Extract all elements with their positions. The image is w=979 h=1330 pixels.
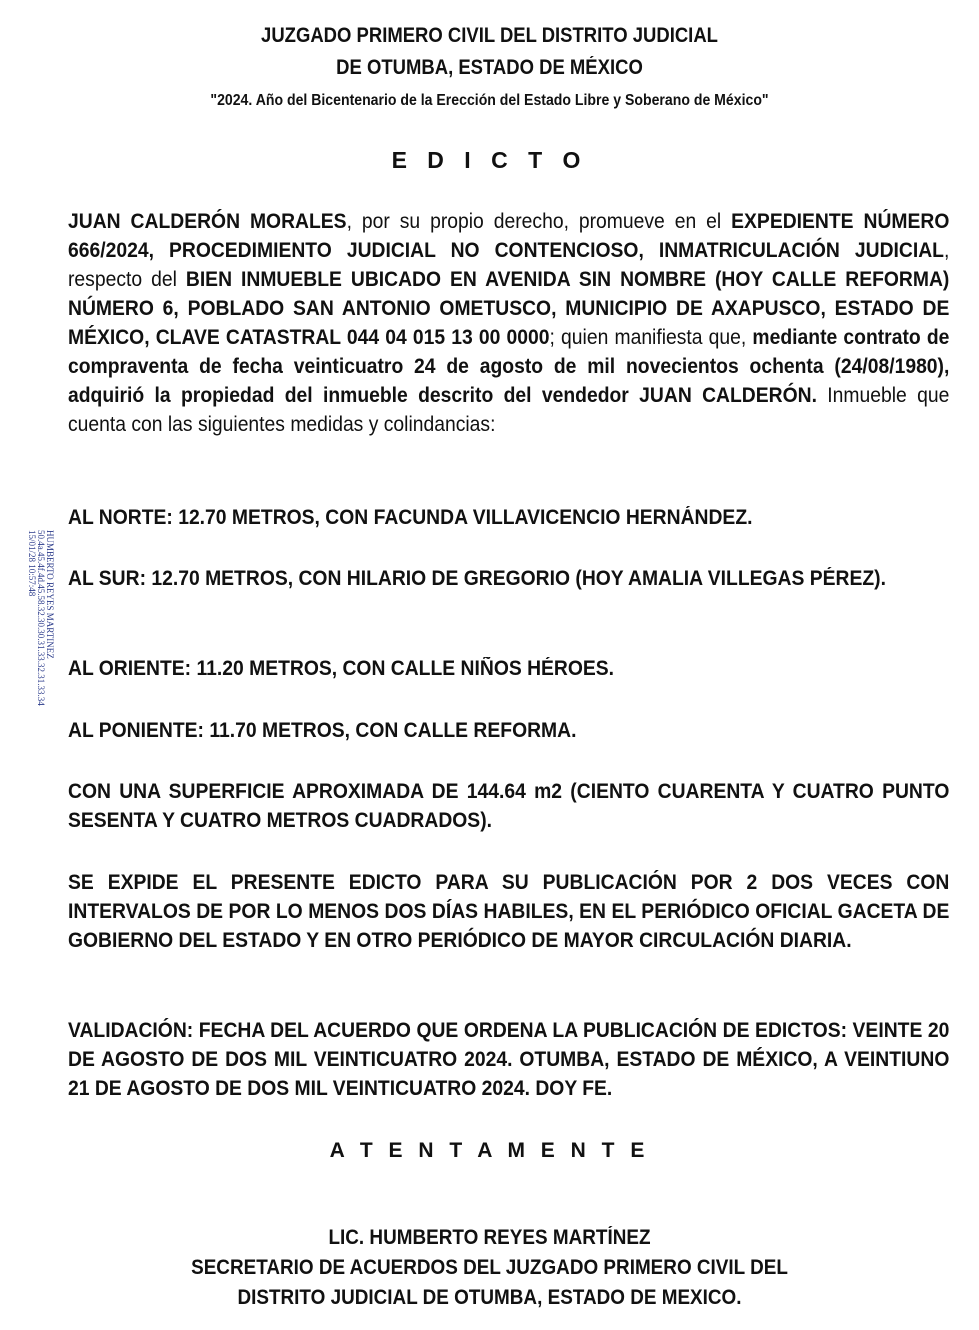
signer-name: LIC. HUMBERTO REYES MARTÍNEZ (328, 1226, 651, 1249)
court-name-line-1: JUZGADO PRIMERO CIVIL DEL DISTRITO JUDICIAL (261, 24, 718, 47)
boundary-west: AL PONIENTE: 11.70 METROS, CON CALLE REFORMA. (68, 719, 577, 742)
main-text-3: ; quien manifiesta que, (549, 326, 753, 349)
contract-details: mediante contrato de compraventa de fecha veinticuatro 24 de agosto de mil novecientos ochenta (24/08/1980), adquirió la propiedad del inmueble descrito del vendedor JUAN CALDERÓN. (68, 326, 950, 407)
signer-role-line-2: DISTRITO JUDICIAL DE OTUMBA, ESTADO DE MEXICO. (237, 1286, 742, 1309)
main-text-4: Inmueble que cuenta con las siguientes medidas y colindancias: (68, 384, 950, 436)
main-paragraph (68, 207, 949, 439)
validation-paragraph: VALIDACIÓN: FECHA DEL ACUERDO QUE ORDENA LA PUBLICACIÓN DE EDICTOS: VEINTE 20 DE AGOSTO DE DOS MIL VEINTICUATRO 2024. OTUMBA, ESTADO DE MÉXICO, A VEINTIUNO 21 DE AGOSTO DE DOS MIL VEINTICUATRO 2024. DOY FE. (68, 1019, 950, 1100)
surface-paragraph: CON UNA SUPERFICIE APROXIMADA DE 144.64 m2 (CIENTO CUARENTA Y CUATRO PUNTO SESENTA Y CUATRO METROS CUADRADOS). (68, 780, 950, 832)
signer-role-line-1: SECRETARIO DE ACUERDOS DEL JUZGADO PRIMERO CIVIL DEL (191, 1256, 788, 1279)
electronic-signature-stamp (8, 530, 58, 760)
stamp-hash: 50.4a.45.4f.4d.45.58.32.30.30.31.33.32.31.33.34 (36, 530, 46, 706)
boundary-south: AL SUR: 12.70 METROS, CON HILARIO DE GREGORIO (HOY AMALIA VILLEGAS PÉREZ). (68, 567, 886, 590)
property-location: BIEN INMUEBLE UBICADO EN AVENIDA SIN NOMBRE (HOY CALLE REFORMA) NÚMERO 6, POBLADO SAN ANTONIO OMETUSCO, MUNICIPIO DE AXAPUSCO, ESTADO DE MÉXICO, CLAVE CATASTRAL 044 04 015 13 00 0000 (68, 268, 950, 349)
main-text-1: , por su propio derecho, promueve en el (346, 210, 732, 233)
boundary-east: AL ORIENTE: 11.20 METROS, CON CALLE NIÑOS HÉROES. (68, 657, 615, 680)
court-name-line-2: DE OTUMBA, ESTADO DE MÉXICO (336, 56, 643, 79)
case-number: EXPEDIENTE NÚMERO 666/2024, PROCEDIMIENTO JUDICIAL NO CONTENCIOSO, INMATRICULACIÓN JUDICIAL (68, 210, 950, 262)
stamp-timestamp: 15/01/28 10:57:48 (27, 530, 37, 597)
closing-salutation: A T E N T A M E N T E (329, 1139, 650, 1162)
boundary-north: AL NORTE: 12.70 METROS, CON FACUNDA VILLAVICENCIO HERNÁNDEZ. (68, 506, 753, 529)
main-text-2: , respecto del (68, 239, 950, 291)
publication-paragraph: SE EXPIDE EL PRESENTE EDICTO PARA SU PUBLICACIÓN POR 2 DOS VECES CON INTERVALOS DE POR LO MENOS DOS DÍAS HABILES, EN EL PERIÓDICO OFICIAL GACETA DE GOBIERNO DEL ESTADO Y EN OTRO PERIÓDICO DE MAYOR CIRCULACIÓN DIARIA. (68, 871, 950, 952)
promoter-name: JUAN CALDERÓN MORALES (68, 210, 347, 233)
year-motto: "2024. Año del Bicentenario de la Erección del Estado Libre y Soberano de México" (210, 92, 769, 109)
stamp-signer-name: HUMBERTO REYES MARTINEZ (45, 530, 55, 659)
document-title: E D I C T O (391, 147, 588, 173)
